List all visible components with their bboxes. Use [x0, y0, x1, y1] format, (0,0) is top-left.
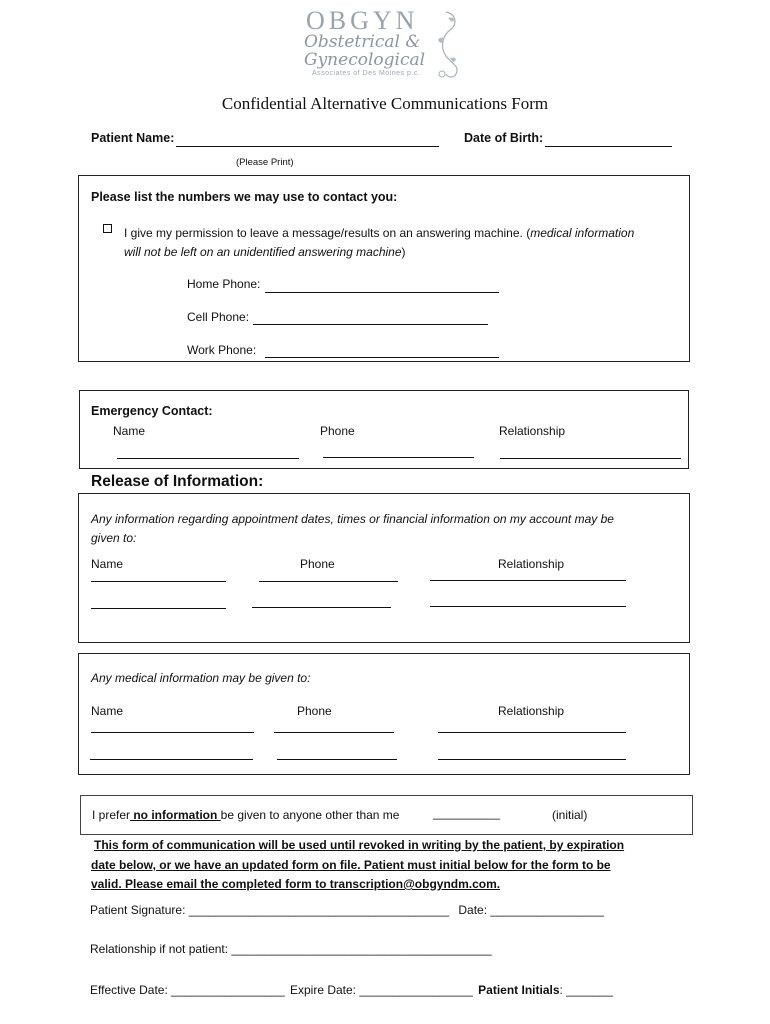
- emergency-heading: Emergency Contact:: [91, 404, 213, 418]
- contact-heading: Please list the numbers we may use to contact you:: [91, 190, 398, 204]
- patient-name-label: Patient Name:: [91, 131, 175, 145]
- emergency-phone-field[interactable]: [323, 457, 474, 458]
- work-phone-label: Work Phone:: [187, 343, 257, 357]
- release-name-field-2[interactable]: [91, 608, 226, 609]
- logo-line-2: Obstetrical &: [304, 32, 421, 52]
- effective-date-label: Effective Date:: [90, 983, 168, 997]
- medical-phone-field-1[interactable]: [274, 732, 394, 733]
- please-print-note: (Please Print): [236, 157, 294, 168]
- dob-label: Date of Birth:: [464, 131, 544, 145]
- work-phone-field[interactable]: [265, 357, 499, 358]
- expire-date-label: Expire Date:: [289, 983, 357, 997]
- prefer-text-before: I prefer: [92, 808, 131, 822]
- home-phone-label: Home Phone:: [187, 277, 261, 291]
- permission-text: I give my permission to leave a message/results on an answering machine. (: [124, 226, 531, 240]
- relationship-if-not-patient-field[interactable]: _______________________________________: [231, 942, 492, 956]
- release-relationship-label: Relationship: [498, 557, 565, 571]
- release-relationship-field-1[interactable]: [430, 580, 626, 581]
- leaf-swirl-icon: [426, 8, 466, 80]
- release-relationship-field-2[interactable]: [430, 606, 626, 607]
- patient-initials-field[interactable]: _______: [566, 983, 613, 997]
- logo-line-4: Associates of Des Moines p.c.: [312, 70, 421, 77]
- prefer-text-after: be given to anyone other than me: [220, 808, 400, 822]
- answering-machine-permission: [124, 224, 684, 262]
- initial-label: (initial): [552, 808, 588, 822]
- release-account-text-1: Any information regarding appointment dates, times or financial information on my account may be: [91, 512, 614, 526]
- signature-label: Patient Signature:: [90, 903, 186, 917]
- emergency-relationship-label: Relationship: [499, 424, 566, 438]
- relationship-if-not-patient-label: Relationship if not patient:: [90, 942, 229, 956]
- release-phone-label: Phone: [300, 557, 335, 571]
- patient-initials-colon: :: [559, 983, 563, 997]
- release-name-label: Name: [91, 557, 124, 571]
- logo-line-1: OBGYN: [306, 6, 419, 35]
- medical-name-label: Name: [91, 704, 124, 718]
- medical-relationship-field-1[interactable]: [438, 732, 626, 733]
- notice-line-2: date below, or we have an updated form on file. Patient must initial below for the form to be: [91, 857, 611, 872]
- permission-close: ): [401, 245, 406, 259]
- medical-phone-label: Phone: [297, 704, 332, 718]
- patient-name-field[interactable]: [176, 146, 439, 147]
- home-phone-field[interactable]: [265, 292, 499, 293]
- patient-initials-label: Patient Initials: [478, 983, 560, 997]
- form-title: Confidential Alternative Communications Form: [221, 94, 549, 113]
- medical-relationship-field-2[interactable]: [438, 759, 626, 760]
- notice-line-3: valid. Please email the completed form to transcription@obgyndm.com.: [91, 877, 501, 891]
- signature-date-label: Date:: [458, 903, 488, 917]
- cell-phone-field[interactable]: [253, 324, 488, 325]
- notice-line-1: This form of communication will be used until revoked in writing by the patient, by expiration: [94, 838, 625, 852]
- signature-row: [90, 903, 604, 917]
- medical-name-field-1[interactable]: [91, 732, 254, 733]
- release-phone-field-1[interactable]: [259, 581, 398, 582]
- permission-italic-1: medical information: [530, 226, 635, 240]
- release-heading: Release of Information:: [91, 473, 264, 490]
- relationship-row: [90, 942, 492, 956]
- emergency-phone-label: Phone: [320, 424, 355, 438]
- medical-release-text: Any medical information may be given to:: [91, 671, 311, 685]
- emergency-relationship-field[interactable]: [500, 458, 681, 459]
- emergency-name-field[interactable]: [117, 458, 299, 459]
- signature-field[interactable]: _______________________________________: [188, 903, 450, 917]
- no-information-statement: [92, 808, 399, 822]
- practice-logo: [300, 6, 470, 82]
- permission-italic-2: will not be left on an unidentified answering machine: [124, 245, 402, 259]
- signature-date-field[interactable]: _________________: [490, 903, 604, 917]
- release-name-field-1[interactable]: [91, 581, 226, 582]
- release-account-text: [91, 510, 681, 548]
- dob-field[interactable]: [545, 146, 672, 147]
- emergency-name-label: Name: [113, 424, 146, 438]
- release-phone-field-2[interactable]: [252, 607, 391, 608]
- revocation-notice: [91, 836, 691, 895]
- medical-phone-field-2[interactable]: [277, 759, 397, 760]
- medical-relationship-label: Relationship: [498, 704, 565, 718]
- logo-line-3: Gynecological: [304, 50, 426, 70]
- prefer-underlined: no information: [130, 808, 221, 822]
- effective-date-field[interactable]: _________________: [171, 983, 285, 997]
- cell-phone-label: Cell Phone:: [187, 310, 250, 324]
- release-account-text-2: given to:: [91, 531, 137, 545]
- medical-name-field-2[interactable]: [90, 759, 253, 760]
- expire-date-field[interactable]: _________________: [359, 983, 473, 997]
- no-information-initial-field[interactable]: __________: [433, 806, 500, 820]
- dates-row: [90, 983, 613, 997]
- answering-machine-checkbox[interactable]: [103, 224, 112, 233]
